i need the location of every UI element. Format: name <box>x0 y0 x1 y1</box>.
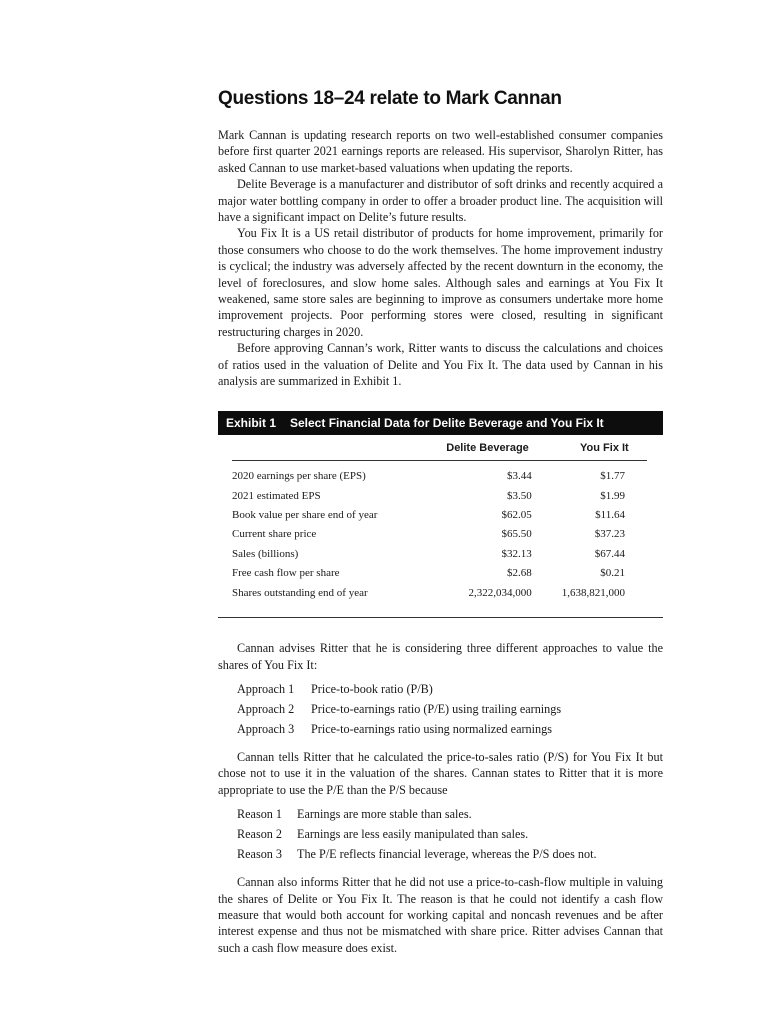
approaches-intro: Cannan advises Ritter that he is considering three different approaches to value the shares of You Fix It: <box>218 641 663 672</box>
reason-text: Earnings are less easily manipulated than sales. <box>297 827 529 842</box>
reason-text: Earnings are more stable than sales. <box>297 807 472 822</box>
intro-paragraph: Mark Cannan is updating research reports on two well-established consumer companies before first quarter 2021 earnings reports are released. His supervisor, Sharolyn Ritter, has asked Cannan to use market-based valuations when updating the reports. <box>218 128 663 175</box>
row-label: Sales (billions) <box>232 547 299 560</box>
reason-text: The P/E reflects financial leverage, whereas the P/S does not. <box>297 847 597 862</box>
row-label: Current share price <box>232 528 317 541</box>
delite-value: $62.05 <box>501 508 532 521</box>
delite-value: $3.44 <box>507 470 532 483</box>
column-header-youfixit: You Fix It <box>562 442 647 461</box>
delite-value: $2.68 <box>507 567 532 580</box>
row-label: 2021 estimated EPS <box>232 489 321 502</box>
list-item <box>237 719 663 739</box>
exhibit-bottom-rule <box>218 617 663 618</box>
delite-value: $65.50 <box>501 528 532 541</box>
approaches-list <box>237 679 663 739</box>
youfixit-value: $1.77 <box>600 470 625 483</box>
approach-label: Approach 2 <box>237 702 295 717</box>
youfixit-value: $37.23 <box>594 528 625 541</box>
youfixit-value: $1.99 <box>600 489 625 502</box>
page-title: Questions 18–24 relate to Mark Cannan <box>218 88 562 109</box>
table-row <box>232 525 647 544</box>
column-header-delite: Delite Beverage <box>413 442 561 461</box>
exhibit-number: Exhibit 1 <box>226 415 277 430</box>
table-row <box>232 563 647 582</box>
table-row <box>232 505 647 524</box>
exhibit-1 <box>218 411 663 619</box>
intro-paragraph: Before approving Cannan’s work, Ritter wants to discuss the calculations and choices of ratios used in the valuation of Delite and You Fix It. The data used by Cannan in his analysis are summarized in Exhibit 1. <box>218 341 663 389</box>
youfixit-value: $0.21 <box>600 567 625 580</box>
reason-label: Reason 3 <box>237 847 283 862</box>
table-row <box>232 486 647 505</box>
table-header-row <box>232 442 647 461</box>
document-page <box>218 88 663 956</box>
list-item <box>237 804 663 824</box>
youfixit-value: $67.44 <box>594 547 625 560</box>
row-label: Shares outstanding end of year <box>232 586 368 599</box>
table-row <box>232 460 647 486</box>
approach-label: Approach 3 <box>237 722 295 737</box>
list-item <box>237 699 663 719</box>
approach-text: Price-to-book ratio (P/B) <box>311 682 433 697</box>
row-label: Book value per share end of year <box>232 508 378 521</box>
reason-label: Reason 1 <box>237 807 283 822</box>
youfixit-value: 1,638,821,000 <box>561 586 625 599</box>
reasons-list <box>237 804 663 864</box>
intro-paragraph: You Fix It is a US retail distributor of products for home improvement, primarily for those consumers who choose to do the work themselves. The home improvement industry is cyclical; the industry was adversely affected by the recent downturn in the economy, the level of foreclosures, and slow home sales. Although sales and earnings at You Fix It weakened, same store sales are beginning to improve as consumers undertake more home improvement projects. Poor performing stores were closed, resulting in significant restructuring charges in 2020. <box>218 226 663 339</box>
reason-label: Reason 2 <box>237 827 283 842</box>
intro-paragraph: Delite Beverage is a manufacturer and distributor of soft drinks and recently acquired a major water bottling company in order to offer a broader product line. The acquisition will have a significant impact on Delite’s future results. <box>218 177 663 225</box>
list-item <box>237 844 663 864</box>
list-item <box>237 679 663 699</box>
delite-value: $3.50 <box>507 489 532 502</box>
approach-text: Price-to-earnings ratio using normalized earnings <box>311 722 552 737</box>
delite-value: 2,322,034,000 <box>468 586 532 599</box>
list-item <box>237 824 663 844</box>
exhibit-header <box>218 411 663 435</box>
closing-paragraph: Cannan also informs Ritter that he did not use a price-to-cash-flow multiple in valuing the shares of Delite or You Fix It. The reason is that he could not identify a cash flow measure that would both account for working capital and noncash revenues and be after interest expense and thus not be mismatched with share price. Ritter advises Cannan that such a cash flow measure does exist. <box>218 875 663 955</box>
delite-value: $32.13 <box>501 547 532 560</box>
youfixit-value: $11.64 <box>595 508 625 521</box>
row-label: Free cash flow per share <box>232 567 340 580</box>
approach-text: Price-to-earnings ratio (P/E) using trailing earnings <box>311 702 562 717</box>
exhibit-table <box>232 442 647 603</box>
table-row <box>232 583 647 602</box>
reasons-intro: Cannan tells Ritter that he calculated the price-to-sales ratio (P/S) for You Fix It but chose not to use it in the valuation of the shares. Cannan states to Ritter that it is more appropriate to use the P/E than the P/S because <box>218 750 663 797</box>
row-label: 2020 earnings per share (EPS) <box>232 470 366 483</box>
exhibit-title: Select Financial Data for Delite Beverage and You Fix It <box>290 415 604 430</box>
approach-label: Approach 1 <box>237 682 295 697</box>
table-row <box>232 544 647 563</box>
header-blank <box>232 442 413 461</box>
